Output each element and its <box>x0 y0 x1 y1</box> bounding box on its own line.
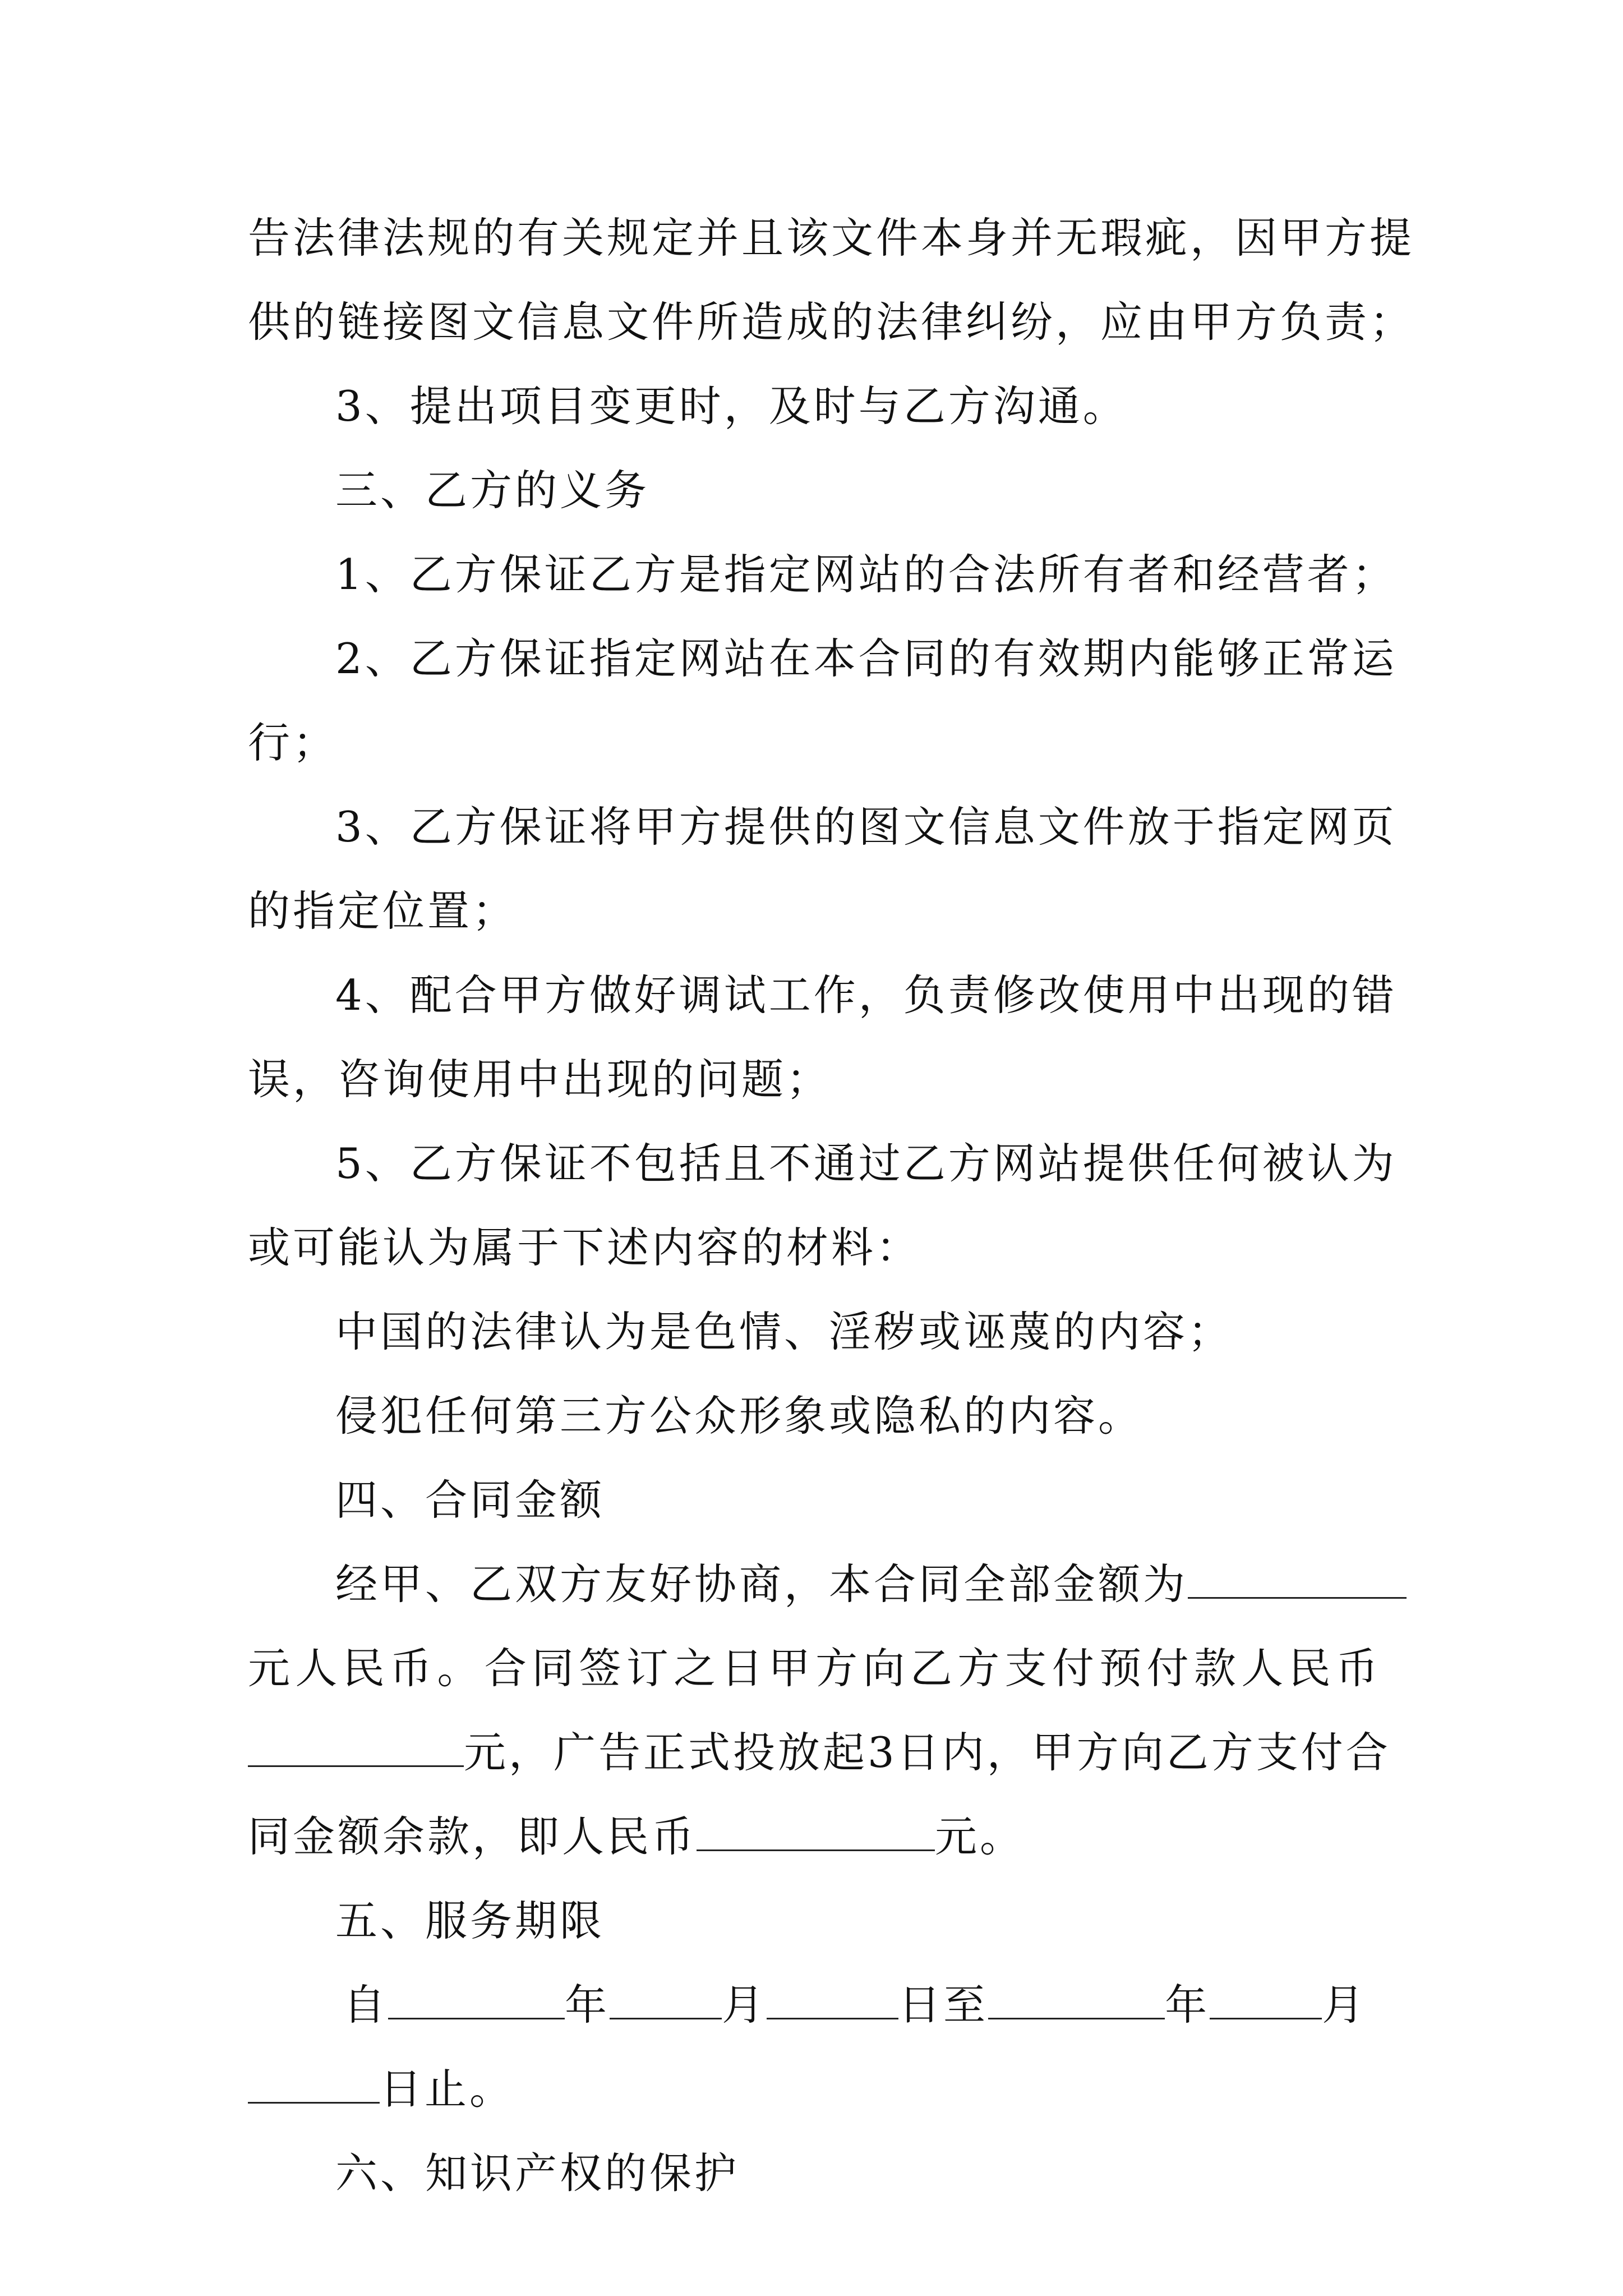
paragraph-line: 中国的法律认为是色情、淫秽或诬蔑的内容； <box>335 1307 1233 1356</box>
paragraph-line: 的指定位置； <box>248 886 518 936</box>
list-item: 4、配合甲方做好调试工作，负责修改使用中出现的错 <box>335 970 1397 1020</box>
section-heading: 六、知识产权的保护 <box>335 2148 740 2198</box>
term-text: 年 <box>565 1980 610 2030</box>
term-line <box>343 1977 1381 2033</box>
term-text: 自 <box>343 1980 389 2030</box>
list-item: 1、乙方保证乙方是指定网站的合法所有者和经营者； <box>335 550 1397 599</box>
list-item: 3、提出项目变更时，及时与乙方沟通。 <box>335 381 1128 431</box>
amount-text: 元。 <box>935 1812 1025 1861</box>
term-text: 月 <box>1322 1980 1367 2030</box>
paragraph-line: 侵犯任何第三方公众形象或隐私的内容。 <box>335 1391 1144 1441</box>
term-text: 日止。 <box>380 2064 515 2114</box>
blank-field <box>610 1983 722 2019</box>
blank-field <box>1210 1983 1322 2019</box>
amount-line <box>248 1724 1391 1780</box>
amount-text: 元，广告正式投放起3日内，甲方向乙方支付合 <box>464 1728 1391 1777</box>
blank-field <box>388 1983 565 2019</box>
section-heading: 三、乙方的义务 <box>335 466 650 515</box>
term-text: 年 <box>1165 1980 1210 2030</box>
list-item: 3、乙方保证将甲方提供的图文信息文件放于指定网页 <box>335 802 1397 852</box>
amount-text: 同金额余款，即人民币 <box>248 1812 697 1861</box>
amount-line <box>248 1809 1381 1865</box>
blank-field <box>1188 1562 1407 1599</box>
list-item: 2、乙方保证指定网站在本合同的有效期内能够正常运 <box>335 634 1397 683</box>
blank-field <box>248 2067 380 2104</box>
paragraph-line: 误，咨询使用中出现的问题； <box>248 1055 832 1104</box>
paragraph-line: 供的链接图文信息文件所造成的法律纠纷，应由甲方负责； <box>248 297 1415 347</box>
section-heading: 五、服务期限 <box>335 1896 605 1945</box>
term-text: 月 <box>722 1980 767 2030</box>
list-item: 5、乙方保证不包括且不通过乙方网站提供任何被认为 <box>335 1139 1397 1188</box>
blank-field <box>767 1983 898 2019</box>
blank-field <box>248 1731 464 1767</box>
blank-field <box>697 1815 935 1851</box>
amount-line: 元人民币。合同签订之日甲方向乙方支付预付款人民币 <box>248 1644 1381 1693</box>
amount-line <box>335 1556 1381 1612</box>
paragraph-line: 行； <box>248 718 338 767</box>
blank-field <box>988 1983 1165 2019</box>
term-line <box>248 2061 1381 2117</box>
paragraph-line: 告法律法规的有关规定并且该文件本身并无瑕疵，因甲方提 <box>248 213 1415 263</box>
term-text: 日至 <box>898 1980 989 2030</box>
section-heading: 四、合同金额 <box>335 1475 605 1525</box>
paragraph-line: 或可能认为属于下述内容的材料： <box>248 1223 921 1272</box>
amount-text: 经甲、乙双方友好协商，本合同全部金额为 <box>335 1559 1188 1609</box>
